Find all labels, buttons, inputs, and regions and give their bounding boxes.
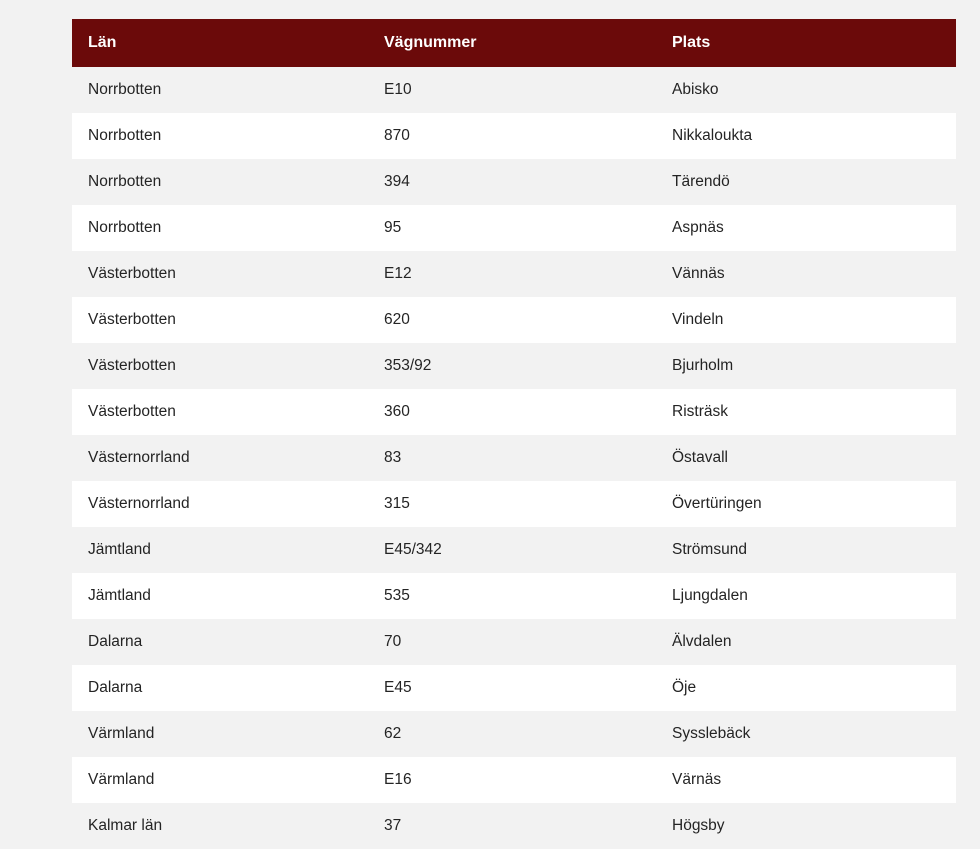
cell-lan: Dalarna	[72, 619, 368, 665]
cell-lan: Jämtland	[72, 527, 368, 573]
cell-vagnummer: 62	[368, 711, 656, 757]
cell-lan: Norrbotten	[72, 113, 368, 159]
cell-lan: Västerbotten	[72, 389, 368, 435]
cell-plats: Aspnäs	[656, 205, 956, 251]
cell-vagnummer: 37	[368, 803, 656, 849]
cell-plats: Bjurholm	[656, 343, 956, 389]
cell-lan: Värmland	[72, 711, 368, 757]
cell-vagnummer: E45/342	[368, 527, 656, 573]
table-container	[72, 19, 908, 849]
table-header	[72, 19, 956, 67]
cell-lan: Jämtland	[72, 573, 368, 619]
table-row	[72, 757, 956, 803]
cell-plats: Vännäs	[656, 251, 956, 297]
cell-lan: Västerbotten	[72, 251, 368, 297]
cell-plats: Sysslebäck	[656, 711, 956, 757]
cell-vagnummer: E45	[368, 665, 656, 711]
cell-vagnummer: 83	[368, 435, 656, 481]
table-header-row	[72, 19, 956, 67]
cell-vagnummer: 353/92	[368, 343, 656, 389]
table-row	[72, 67, 956, 113]
cell-lan: Västerbotten	[72, 297, 368, 343]
cell-vagnummer: E16	[368, 757, 656, 803]
column-header-plats: Plats	[656, 19, 956, 67]
table-row	[72, 251, 956, 297]
cell-plats: Abisko	[656, 67, 956, 113]
cell-lan: Norrbotten	[72, 159, 368, 205]
table-row	[72, 389, 956, 435]
cell-vagnummer: 535	[368, 573, 656, 619]
table-row	[72, 665, 956, 711]
cell-plats: Öje	[656, 665, 956, 711]
cell-vagnummer: 394	[368, 159, 656, 205]
table-row	[72, 159, 956, 205]
table-row	[72, 619, 956, 665]
cell-plats: Övertüringen	[656, 481, 956, 527]
table-row	[72, 205, 956, 251]
table-row	[72, 573, 956, 619]
cell-plats: Nikkaloukta	[656, 113, 956, 159]
table-row	[72, 481, 956, 527]
table-body	[72, 67, 956, 849]
table-row	[72, 711, 956, 757]
cell-plats: Strömsund	[656, 527, 956, 573]
cell-plats: Ljungdalen	[656, 573, 956, 619]
column-header-lan: Län	[72, 19, 368, 67]
cell-lan: Dalarna	[72, 665, 368, 711]
table-row	[72, 343, 956, 389]
road-locations-table	[72, 19, 956, 849]
cell-lan: Västernorrland	[72, 481, 368, 527]
cell-plats: Vindeln	[656, 297, 956, 343]
cell-lan: Norrbotten	[72, 205, 368, 251]
cell-plats: Risträsk	[656, 389, 956, 435]
cell-plats: Värnäs	[656, 757, 956, 803]
cell-vagnummer: 360	[368, 389, 656, 435]
column-header-vagnummer: Vägnummer	[368, 19, 656, 67]
cell-lan: Västernorrland	[72, 435, 368, 481]
table-row	[72, 803, 956, 849]
cell-lan: Norrbotten	[72, 67, 368, 113]
cell-vagnummer: 315	[368, 481, 656, 527]
cell-plats: Älvdalen	[656, 619, 956, 665]
cell-plats: Högsby	[656, 803, 956, 849]
cell-vagnummer: 70	[368, 619, 656, 665]
cell-plats: Tärendö	[656, 159, 956, 205]
cell-plats: Östavall	[656, 435, 956, 481]
cell-vagnummer: 870	[368, 113, 656, 159]
table-row	[72, 527, 956, 573]
table-row	[72, 297, 956, 343]
cell-lan: Värmland	[72, 757, 368, 803]
cell-vagnummer: 620	[368, 297, 656, 343]
cell-lan: Kalmar län	[72, 803, 368, 849]
cell-vagnummer: E12	[368, 251, 656, 297]
table-row	[72, 435, 956, 481]
cell-vagnummer: 95	[368, 205, 656, 251]
cell-lan: Västerbotten	[72, 343, 368, 389]
table-row	[72, 113, 956, 159]
cell-vagnummer: E10	[368, 67, 656, 113]
